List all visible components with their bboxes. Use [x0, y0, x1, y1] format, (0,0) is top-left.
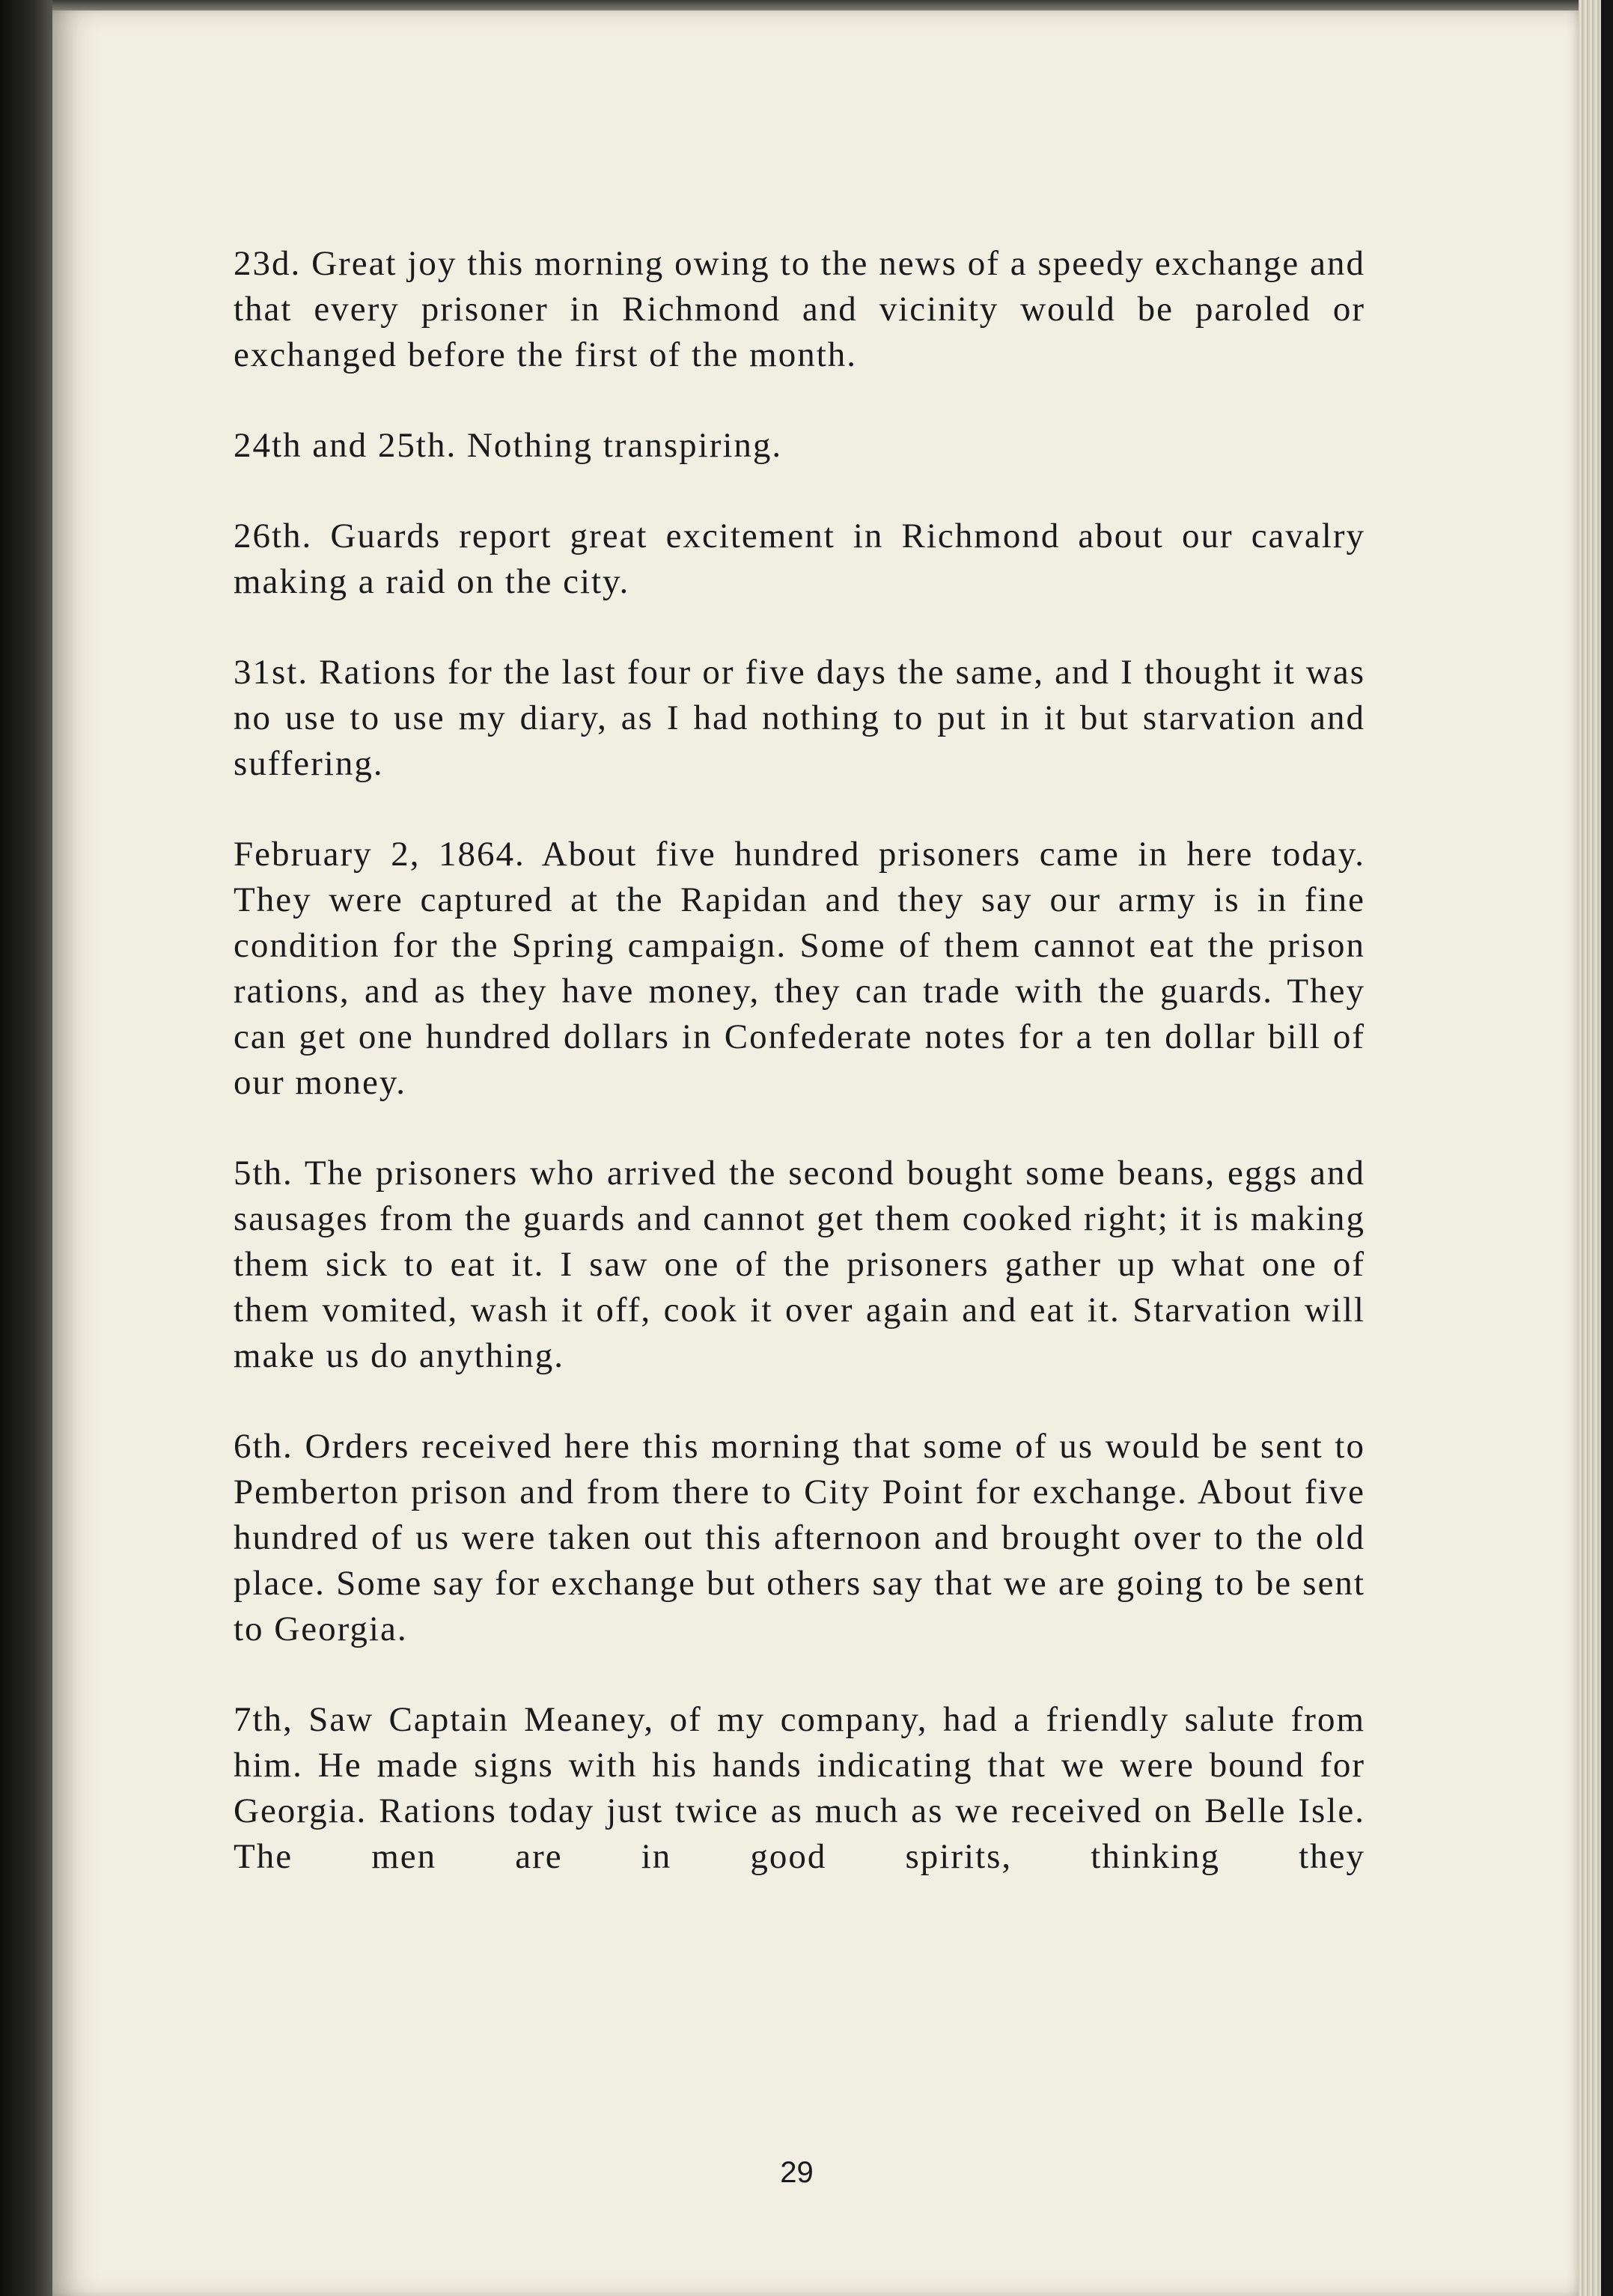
entry-23d: 23d. Great joy this morning owing to the news of a speedy exchange and that every prisoner in Richmond and vicinity would be paroled or exchanged before the first of the month.	[234, 244, 1365, 374]
entry-26th: 26th. Guards report great excitement in Richmond about our cavalry making a raid on the city.	[234, 517, 1365, 601]
entry-24th-25th: 24th and 25th. Nothing transpiring.	[234, 426, 783, 465]
entry-7th: 7th, Saw Captain Meaney, of my company, had a friendly salute from him. He made signs with his hands indicating that we were bound for Georgia. Rations today just twice as much as we received on Belle Isle. The men are in good spirits, thinking they	[234, 1700, 1365, 1876]
page-edges	[1579, 0, 1601, 2296]
entry-5th: 5th. The prisoners who arrived the second bought some beans, eggs and sausages from the guards and cannot get them cooked right; it is making them sick to eat it. I saw one of the prisoners gather up what one of them vomited, wash it off, cook it over again and eat it. Starvation will make us do anything.	[234, 1154, 1365, 1375]
page-number: 29	[780, 2156, 814, 2189]
entry-february-2: February 2, 1864. About five hundred prisoners came in here today. They were captured at the Rapidan and they say our army is in fine condition for the Spring campaign. Some of them cannot eat the prison rations, and as they have money, they can trade with the guards. They can get one hundred dollars in Confederate notes for a ten dollar bill of our money.	[234, 835, 1365, 1102]
entry-31st: 31st. Rations for the last four or five days the same, and I thought it was no use to use my diary, as I had nothing to put in it but starvation and suffering.	[234, 653, 1365, 783]
entry-6th: 6th. Orders received here this morning that some of us would be sent to Pemberton prison and from there to City Point for exchange. About five hundred of us were taken out this afternoon and brought over to the old place. Some say for exchange but others say that we are going to be sent to Georgia.	[234, 1427, 1365, 1648]
diary-text	[234, 241, 1365, 1925]
